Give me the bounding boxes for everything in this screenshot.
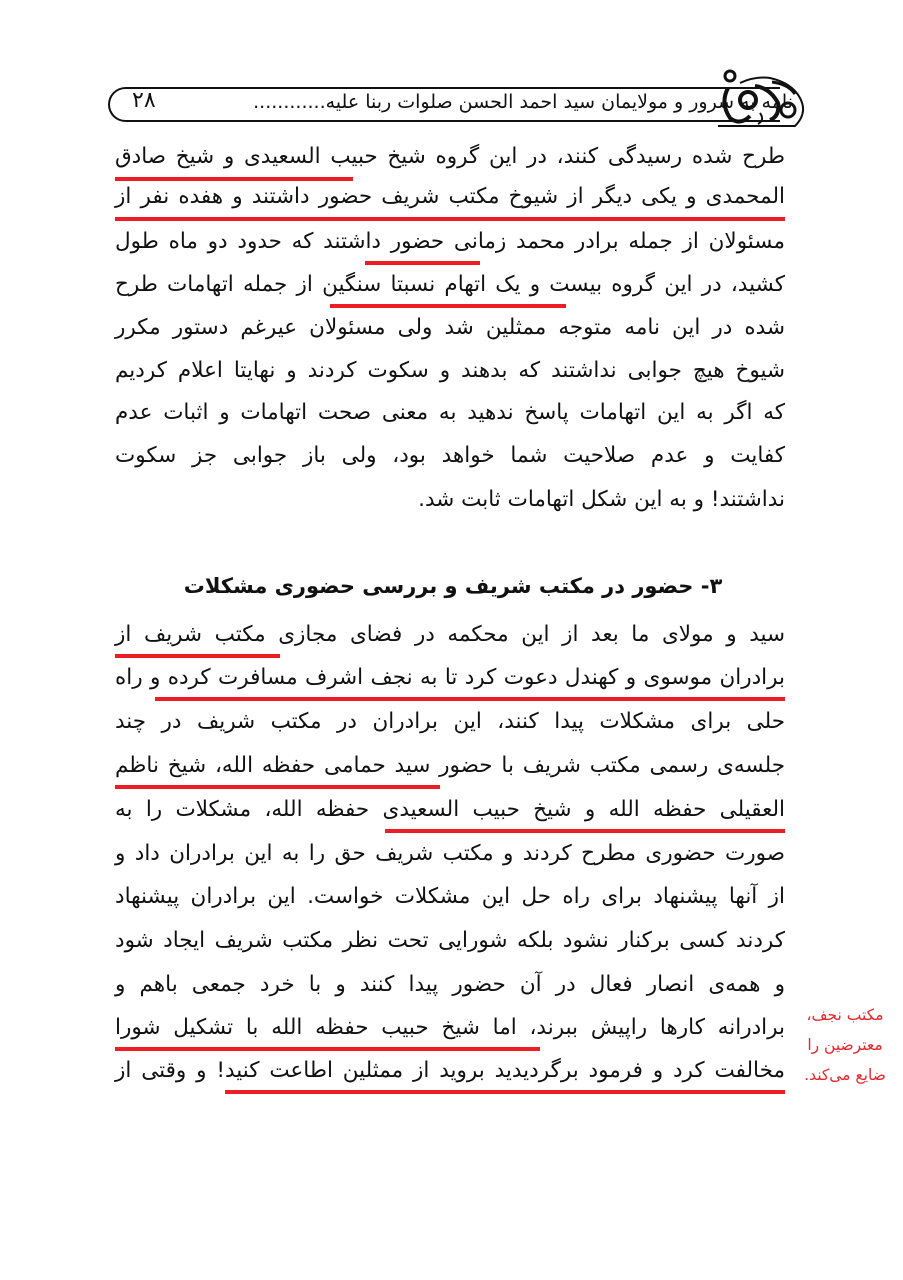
text-line: حلی برای مشکلات پیدا کنند، این برادران در مکتب شریف در چند: [115, 709, 785, 734]
text-line: العقیلی حفظه الله و شیخ حبیب السعیدی حفظه الله، مشکلات را به: [115, 797, 785, 822]
text-line: کشید، در این گروه بیست و یک اتهام نسبتا سنگین از جمله اتهامات طرح: [115, 272, 785, 297]
text-line: مسئولان از جمله برادر محمد زمانی حضور داشتند که حدود دو ماه طول: [115, 229, 785, 254]
text-line: که اگر به این اتهامات پاسخ ندهید به معنی صحت اتهامات و اثبات عدم: [115, 400, 785, 425]
margin-annotation: [786, 1000, 903, 1090]
highlight-underline: [115, 217, 785, 221]
annotation-line: ضایع می‌کند.: [804, 1066, 886, 1084]
text-line: نداشتند! و به این شکل اتهامات ثابت شد.: [418, 487, 785, 512]
text-line: شیوخ هیچ جوابی نداشتند که بدهند و سکوت کردند و نهایتا اعلام کردیم: [115, 358, 785, 383]
page-number: ۲۸: [132, 88, 156, 113]
text-line: مخالفت کرد و فرمود برگردیدید بروید از ممثلین اطاعت کنید! و وقتی از: [115, 1058, 785, 1083]
text-line: صورت حضوری مطرح کردند و مکتب شریف حق را به این برادران داد و: [115, 841, 785, 866]
text-line: طرح شده رسیدگی کنند، در این گروه شیخ حبیب السعیدی و شیخ صادق: [115, 144, 785, 169]
text-line: از آنها پیشنهاد برای راه حل این مشکلات خواست. این برادران پیشنهاد: [115, 884, 785, 909]
highlight-underline: [385, 829, 785, 833]
text-line: شده در این نامه متوجه ممثلین شد ولی مسئولان عیرغم دستور مکرر: [115, 315, 785, 340]
text-line: المحمدی و یکی دیگر از شیوخ مکتب شریف حضور داشتند و هفده نفر از: [115, 184, 785, 209]
highlight-underline: [155, 697, 785, 701]
running-header-title: نامه به سرور و مولایمان سید احمد الحسن صلوات ربنا علیه............: [253, 91, 793, 113]
text-line: و همه‌ی انصار فعال در آن حضور پیدا کنند و با خرد جمعی باهم و: [115, 972, 785, 997]
highlight-underline: [225, 1090, 785, 1094]
text-line: کفایت و عدم صلاحیت شما خواهد بود، ولی باز جوابی جز سکوت: [115, 443, 785, 468]
text-line: سید و مولای ما بعد از این محکمه در فضای مجازی مکتب شریف از: [115, 622, 785, 647]
annotation-line: مکتب نجف،: [806, 1006, 884, 1024]
annotation-line: معترضین را: [807, 1036, 883, 1054]
text-line: کردند کسی برکنار نشود بلکه شورایی تحت نظر مکتب شریف ایجاد شود: [115, 928, 785, 953]
text-line: جلسه‌ی رسمی مکتب شریف با حضور سید حمامی حفظه الله، شیخ ناظم: [115, 753, 785, 778]
highlight-underline: [115, 785, 440, 789]
section-heading: ۳- حضور در مکتب شریف و بررسی حضوری مشکلات: [183, 574, 723, 598]
text-line: برادران موسوی و کهندل دعوت کرد تا به نجف اشرف مسافرت کرده و راه: [115, 665, 785, 690]
text-line: برادرانه کارها راپیش ببرند، اما شیخ حبیب حفظه الله با تشکیل شورا: [115, 1015, 785, 1040]
